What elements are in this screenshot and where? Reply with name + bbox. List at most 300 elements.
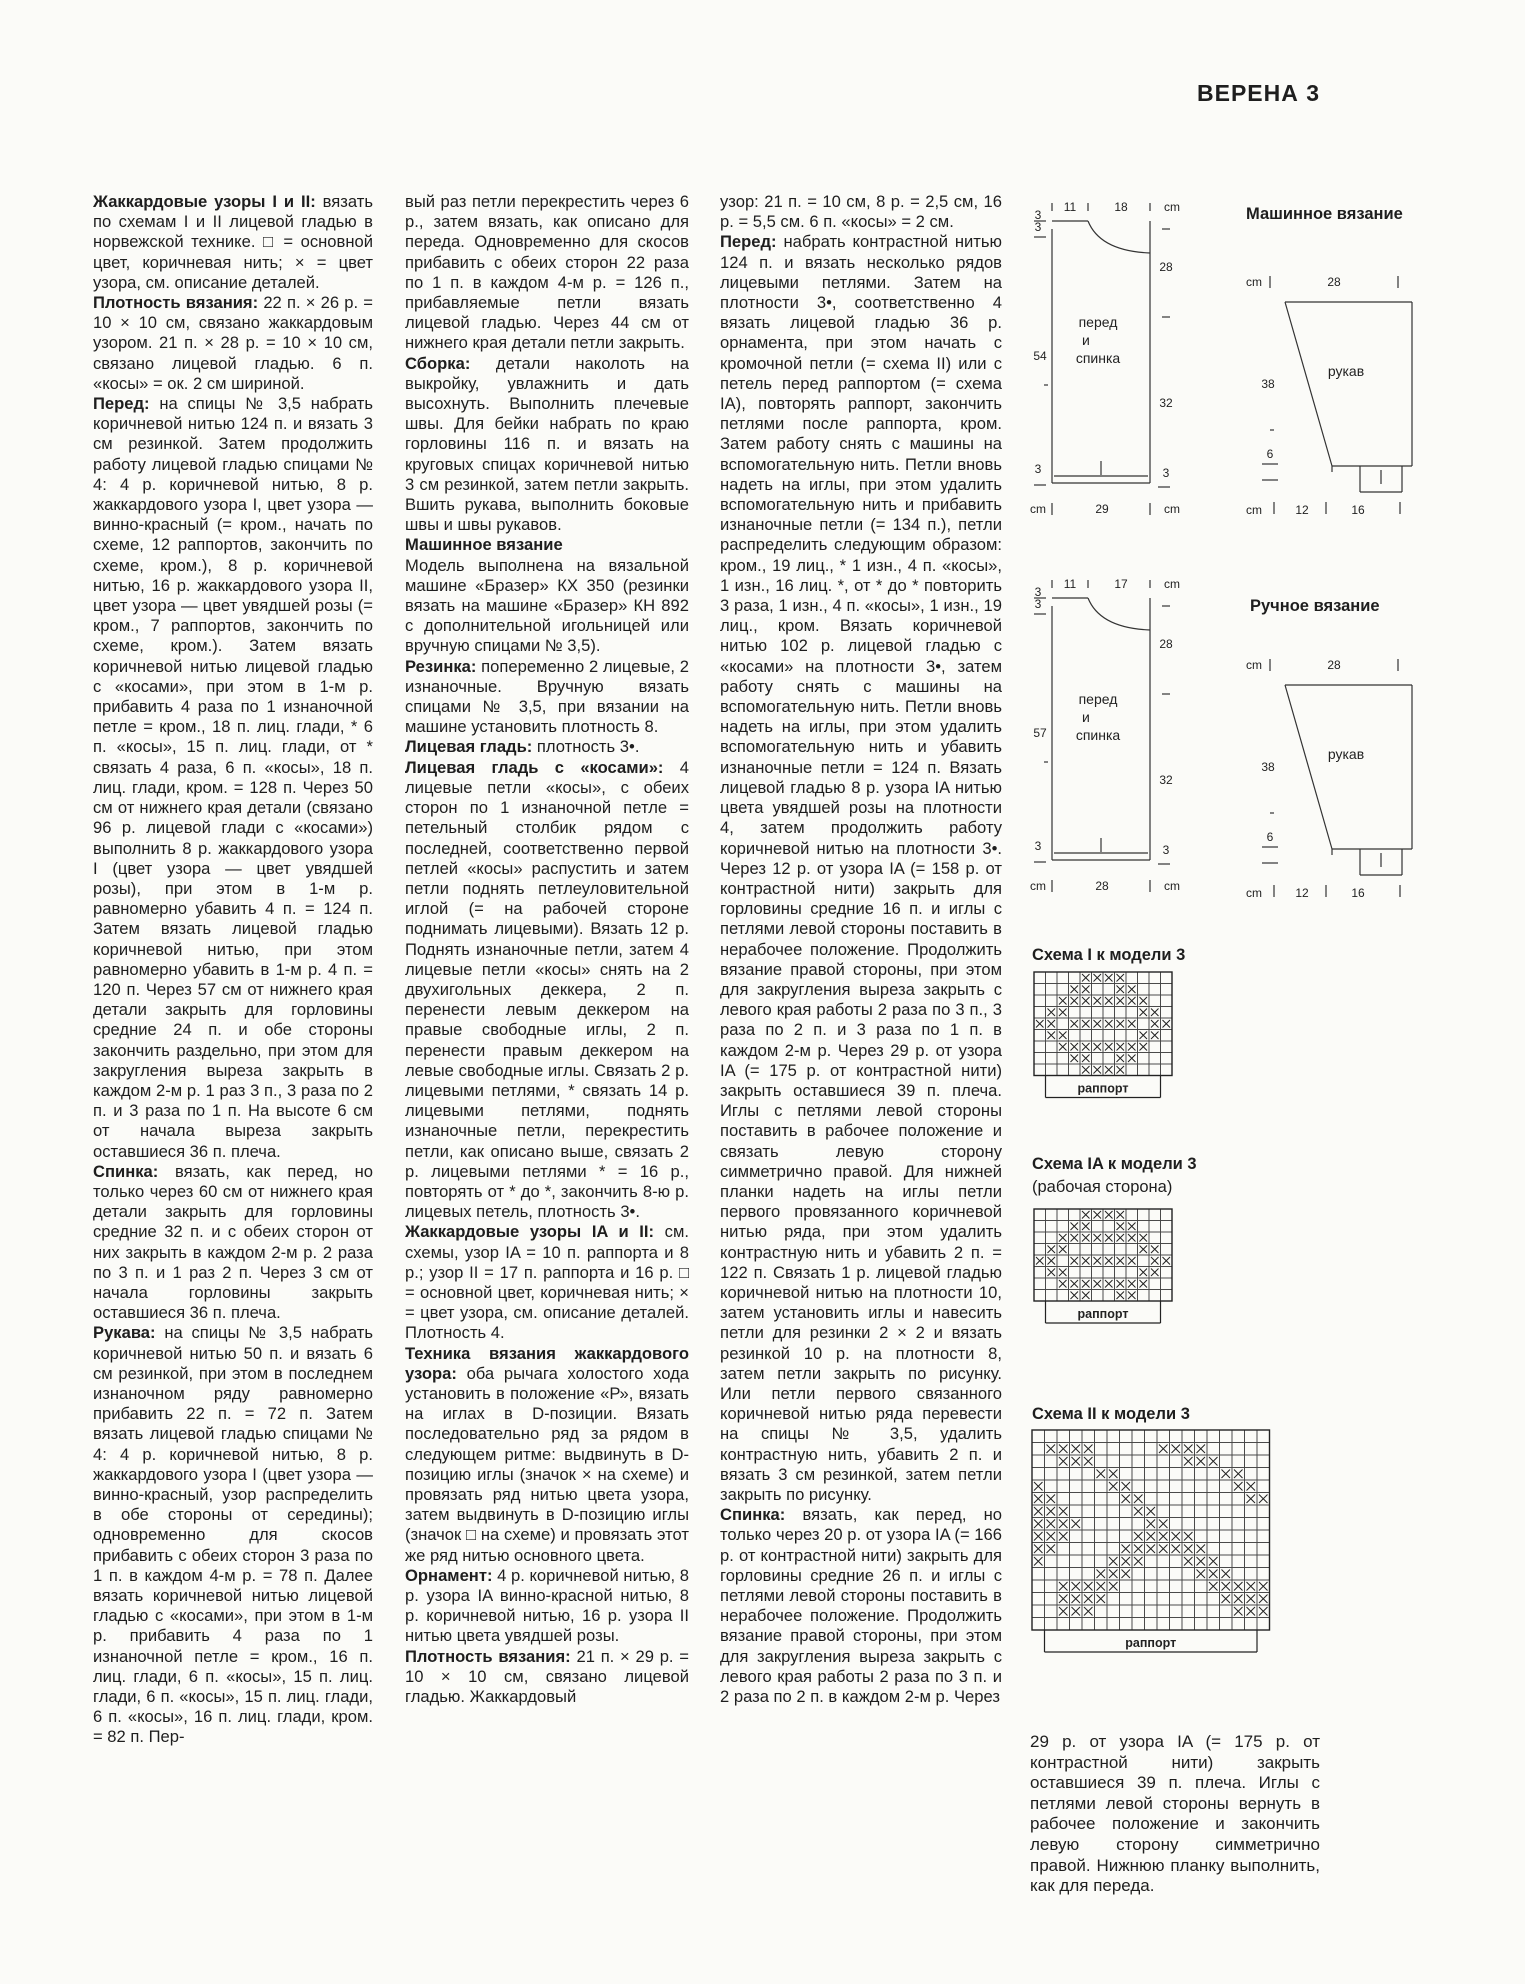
grid-cell xyxy=(1207,1605,1220,1618)
pattern-cross xyxy=(1105,1211,1113,1219)
grid-cell xyxy=(1034,1267,1046,1279)
pattern-cross xyxy=(1034,1532,1043,1541)
grid-cell xyxy=(1120,1618,1133,1631)
grid-cell xyxy=(1232,1618,1245,1631)
grid-cell xyxy=(1182,1568,1195,1581)
grid-cell xyxy=(1157,1580,1170,1593)
grid-cell xyxy=(1232,1543,1245,1556)
pattern-cross xyxy=(1197,1545,1206,1554)
paragraph-text: плотность 3•. xyxy=(532,737,640,757)
grid-cell xyxy=(1034,1232,1046,1244)
grid-cell xyxy=(1220,1443,1233,1456)
grid-cell xyxy=(1145,1480,1158,1493)
dim-sleeve-bottom-2: 16 xyxy=(1351,503,1365,517)
grid-cell xyxy=(1232,1530,1245,1543)
grid-cell xyxy=(1257,1480,1270,1493)
grid-cell xyxy=(1170,1568,1183,1581)
grid-cell xyxy=(1145,1443,1158,1456)
grid-cell xyxy=(1034,1244,1046,1256)
text-column-1 xyxy=(93,192,373,1748)
pattern-cross xyxy=(1072,1445,1081,1454)
grid-cell xyxy=(1207,1593,1220,1606)
unit-label: cm xyxy=(1030,502,1046,516)
pattern-cross xyxy=(1059,1009,1067,1017)
grid-cell xyxy=(1046,1053,1058,1065)
grid-cell xyxy=(1157,1605,1170,1618)
grid-cell xyxy=(1207,1543,1220,1556)
grid-cell xyxy=(1195,1468,1208,1481)
grid-cell xyxy=(1182,1580,1195,1593)
grid-cell xyxy=(1120,1468,1133,1481)
grid-cell xyxy=(1095,1618,1108,1631)
paragraph xyxy=(720,1505,1002,1707)
grid-cell xyxy=(1207,1468,1220,1481)
grid-cell xyxy=(1207,1518,1220,1531)
pattern-cross xyxy=(1140,1043,1148,1051)
paragraph-text: оба рычага холостого хода установить в положение «Р», вязать на иглах в D-позиции. Вязать последовательно ряд за рядом в следующем ритме: выдвинуть в D-позицию иглы (значок × на схеме) и провязать ряд нитью цвета узора, затем выдвинуть в D-позицию иглы (значок □ на схеме) и провязать этот же ряд нитью основного цвета. xyxy=(405,1363,689,1565)
pattern-cross xyxy=(1094,997,1102,1005)
grid-cell xyxy=(1149,1064,1161,1076)
pattern-cross xyxy=(1082,1234,1090,1242)
pattern-cross xyxy=(1163,1257,1171,1265)
grid-cell xyxy=(1232,1430,1245,1443)
grid-cell xyxy=(1045,1430,1058,1443)
grid-cell xyxy=(1157,1618,1170,1631)
dim-right-rib: 3 xyxy=(1162,843,1170,857)
grid-cell xyxy=(1046,1221,1058,1233)
pattern-cross xyxy=(1184,1532,1193,1541)
pattern-cross xyxy=(1117,1066,1125,1074)
pattern-cross xyxy=(1072,1595,1081,1604)
grid-cell xyxy=(1107,1430,1120,1443)
grid-cell xyxy=(1195,1580,1208,1593)
pattern-cross xyxy=(1117,1211,1125,1219)
pattern-cross xyxy=(1151,1009,1159,1017)
grid-cell xyxy=(1095,1605,1108,1618)
pattern-cross xyxy=(1082,1020,1090,1028)
grid-cell xyxy=(1103,1290,1115,1302)
pattern-cross xyxy=(1082,1280,1090,1288)
grid-cell xyxy=(1145,1593,1158,1606)
grid-cell xyxy=(1057,1255,1069,1267)
grid-cell xyxy=(1095,1455,1108,1468)
pattern-cross xyxy=(1094,1211,1102,1219)
pattern-cross xyxy=(1084,1595,1093,1604)
paragraph-text: детали наколоть на выкройку, увлажнить и дать высохнуть. Выполнить плечевые швы. Для бейки набрать по краю горловины 116 п. и вязать на круговых спицах коричневой нитью 3 см резинкой, затем петли закрыть. Вшить рукава, выполнить боковые швы и швы рукавов. xyxy=(405,353,689,535)
grid-cell xyxy=(1045,1455,1058,1468)
unit-label: cm xyxy=(1164,879,1180,893)
grid-cell xyxy=(1257,1430,1270,1443)
paragraph-heading: Плотность вязания: xyxy=(93,293,259,313)
paragraph xyxy=(93,293,373,394)
pattern-cross xyxy=(1117,1043,1125,1051)
grid-cell xyxy=(1182,1505,1195,1518)
pattern-cross xyxy=(1134,1495,1143,1504)
paragraph xyxy=(720,192,1002,232)
grid-cell xyxy=(1070,1505,1083,1518)
grid-cell xyxy=(1161,1041,1173,1053)
unit-label: cm xyxy=(1164,577,1180,591)
schema-1-title: Схема I к модели 3 xyxy=(1032,946,1186,964)
grid-cell xyxy=(1070,1480,1083,1493)
grid-cell xyxy=(1120,1505,1133,1518)
grid-cell xyxy=(1245,1443,1258,1456)
grid-cell xyxy=(1157,1480,1170,1493)
pattern-cross xyxy=(1128,1043,1136,1051)
grid-cell xyxy=(1157,1505,1170,1518)
grid-cell xyxy=(1070,1430,1083,1443)
pattern-cross xyxy=(1151,1257,1159,1265)
dim-left-rib: 3 xyxy=(1034,462,1042,476)
grid-cell xyxy=(1057,1568,1070,1581)
grid-cell xyxy=(1220,1455,1233,1468)
grid-cell xyxy=(1082,1468,1095,1481)
paragraph-text: 21 п. × 29 р. = 10 × 10 см, связано лицевой гладью. Жаккардовый xyxy=(405,1646,689,1707)
pattern-cross xyxy=(1094,1280,1102,1288)
grid-cell xyxy=(1232,1505,1245,1518)
grid-cell xyxy=(1120,1580,1133,1593)
paragraph xyxy=(93,192,373,293)
grid-cell xyxy=(1082,1493,1095,1506)
paragraph-heading: Орнамент: xyxy=(405,1565,493,1585)
paragraph xyxy=(93,1162,373,1324)
pattern-cross xyxy=(1071,1055,1079,1063)
grid-cell xyxy=(1195,1493,1208,1506)
pattern-cross xyxy=(1097,1470,1106,1479)
grid-cell xyxy=(1126,972,1138,984)
machine-sleeve-pattern xyxy=(1240,270,1420,520)
grid-cell xyxy=(1207,1430,1220,1443)
body-label-2: и xyxy=(1082,709,1090,725)
pattern-cross xyxy=(1105,1066,1113,1074)
pattern-cross xyxy=(1071,1234,1079,1242)
paragraph-heading: Плотность вязания: xyxy=(405,1646,571,1666)
pattern-cross xyxy=(1140,1234,1148,1242)
grid-cell xyxy=(1220,1493,1233,1506)
dim-bottom: 29 xyxy=(1095,502,1109,516)
grid-cell xyxy=(1115,1267,1127,1279)
pattern-cross xyxy=(1184,1557,1193,1566)
paragraph-text: на спицы № 3,5 набрать коричневой нитью 124 п. и вязать 3 см резинкой. Затем продолжить работу лицевой гладью спицами № 4: 4 р. коричневой нитью, 8 р. жаккардового узора I, цвет узора — винно-красный (= кром., начать по схеме, 12 раппортов, закончить по схеме, кром.), 8 р. коричневой нитью, 16 р. жаккардового узора II, цвет узора — цвет увядшей розы (= кром., 7 раппортов, закончить по схеме, кром.). Затем вязать коричневой нитью лицевой гладью с «косами», при этом в 1-м р. прибавить 4 раза по 1 изнаночной петле = кром., 18 п. лиц. глади, * 6 п. «косы», 15 п. лиц. глади, от * связать 4 раза, 6 п. «косы», 18 п. лиц. глади, кром. = 128 п. Через 50 см от нижнего края детали (связано 96 р. лицевой глади с «косами») выполнить 8 р. жаккардового узора I (цвет узора — цвет увядшей розы), при этом в 1-м р. равномерно убавить 4 п. = 124 п. Затем вязать лицевой гладью коричневой нитью, при этом равномерно убавить в 1-м р. 4 п. = 120 п. Через 57 см от нижнего края детали закрыть для горловины средние 24 п. и обе стороны закончить раздельно, при этом для закругления выреза закрыть в каждом 2-м р. 1 раз 3 п., 3 раза по 2 п. и 3 раза по 1 п. На высоте 6 см от начала выреза закрыть оставшиеся 36 п. плеча. xyxy=(93,394,373,1161)
grid-cell xyxy=(1182,1468,1195,1481)
dim-right-side: 32 xyxy=(1159,396,1173,410)
grid-cell xyxy=(1157,1468,1170,1481)
grid-cell xyxy=(1092,1030,1104,1042)
grid-cell xyxy=(1149,972,1161,984)
dim-right-armhole: 28 xyxy=(1159,637,1173,651)
pattern-cross xyxy=(1172,1545,1181,1554)
grid-cell xyxy=(1034,1053,1046,1065)
pattern-cross xyxy=(1105,1043,1113,1051)
pattern-cross xyxy=(1184,1445,1193,1454)
grid-cell xyxy=(1170,1605,1183,1618)
pattern-cross xyxy=(1084,1457,1093,1466)
grid-cell xyxy=(1046,984,1058,996)
pattern-cross xyxy=(1234,1607,1243,1616)
grid-cell xyxy=(1092,1244,1104,1256)
grid-cell xyxy=(1195,1618,1208,1631)
grid-cell xyxy=(1257,1618,1270,1631)
pattern-cross xyxy=(1222,1470,1231,1479)
grid-cell xyxy=(1245,1530,1258,1543)
dim-top-shoulder: 17 xyxy=(1114,577,1128,591)
grid-cell xyxy=(1034,984,1046,996)
pattern-cross xyxy=(1105,974,1113,982)
pattern-cross xyxy=(1117,1292,1125,1300)
pattern-cross xyxy=(1034,1507,1043,1516)
grid-cell xyxy=(1138,1255,1150,1267)
grid-cell xyxy=(1257,1443,1270,1456)
grid-cell xyxy=(1182,1605,1195,1618)
pattern-cross xyxy=(1140,1009,1148,1017)
paragraph-text: узор: 21 п. = 10 см, 8 р. = 2,5 см, 16 р. = 5,5 см. 6 п. «косы» = 2 см. xyxy=(720,192,1002,232)
grid-cell xyxy=(1107,1493,1120,1506)
paragraph-text: попеременно 2 лицевые, 2 изнаночные. Вручную вязать спицами № 3,5, при вязании на машине установить плотность 8. xyxy=(405,656,689,737)
grid-cell xyxy=(1149,1221,1161,1233)
grid-cell xyxy=(1138,972,1150,984)
pattern-cross xyxy=(1094,1234,1102,1242)
grid-cell xyxy=(1145,1580,1158,1593)
dim-sleeve-bottom-1: 12 xyxy=(1295,503,1309,517)
paragraph-text: вязать по схемам I и II лицевой гладью в норвежской технике. □ = основной цвет, коричневая нить; × = цвет узора, см. описание деталей. xyxy=(93,192,373,292)
grid-cell xyxy=(1126,1007,1138,1019)
paragraph xyxy=(405,737,689,757)
grid-cell xyxy=(1170,1555,1183,1568)
pattern-cross xyxy=(1122,1545,1131,1554)
paragraph-text: набрать контрастной нитью 124 п. и вязать несколько рядов лицевыми петлями. Затем на плотности 3•, соответственно 4 вязать лицевой гладью 36 р. орнамента, при этом начать с кромочной петли (= схема II) или с петель перед раппортом (= схема IA), повторять раппорт, закончить петлями после раппорта, кром. Затем работу снять с машины на вспомогательную нить. Петли вновь надеть на иглы, при этом удалить вспомогательную нить и прибавить изнаночные петли (= 134 п.), петли распределить следующим образом: кром., 19 лиц., * 1 изн., 4 п. «косы», 1 изн., 16 лиц. *, от * до * повторить 3 раза, 1 изн., 4 п. «косы», 1 изн., 19 лиц., кром. Вязать коричневой нитью 102 р. лицевой гладью с «косами» на плотности 3•, затем работу снять с машины на вспомогательную нить. Петли вновь надеть на иглы, при этом удалить вспомогательную нить и убавить изнаночные петли = 124 п. Вязать лицевой гладью 8 р. узора IA нитью цвета увядшей розы на плотности 4, затем продолжить работу коричневой нитью на плотности 3•. Через 12 р. от узора IA (= 158 р. от контрастной нити) закрыть для горловины средние 16 п. и иглы с петлями левой стороны поставить в нерабочее положение. Продолжить вязание правой стороны, при этом для закругления выреза закрыть с левого края работы 2 раза по 3 п., 3 раза по 2 п. и 3 раза по 1 п. в каждом 2-м р. Через 29 р. от узора IA (= 175 р. от контрастной нити) закрыть оставшиеся 39 п. плеча. Иглы с петлями левой стороны поставить в рабочее положение и связать левую сторону симметрично правой. Для нижней планки надеть на иглы петли первого провязанного коричневой нитью ряда, при этом удалить контрастную нить и убавить 2 п. = 122 п. Связать 1 р. лицевой гладью коричневой нитью на плотности 10, затем установить иглы и навесить петли для резинки 2 × 2 и вязать резинкой 10 р. на плотности 8, затем петли закрыть по рисунку. Или петли первого связанного коричневой нитью ряда перевести на спицы № 3,5, удалить контрастную нить, убавить 2 п. и вязать 3 см резинкой, затем петли закрыть по рисунку. xyxy=(720,232,1002,1504)
grid-cell xyxy=(1092,1221,1104,1233)
grid-cell xyxy=(1220,1518,1233,1531)
dim-left-1: 3 xyxy=(1034,208,1042,222)
grid-cell xyxy=(1080,1030,1092,1042)
schema-1a-chart xyxy=(1032,1207,1212,1357)
grid-cell xyxy=(1070,1555,1083,1568)
pattern-cross xyxy=(1036,1020,1044,1028)
grid-cell xyxy=(1207,1505,1220,1518)
grid-cell xyxy=(1034,1030,1046,1042)
grid-cell xyxy=(1069,1267,1081,1279)
grid-cell xyxy=(1057,1480,1070,1493)
paragraph-text: Модель выполнена на вязальной машине «Бразер» КХ 350 (резинки вязать на машине «Бразер» КН 892 с дополнительной игольницей или вручную спицами № 3,5). xyxy=(405,555,689,656)
grid-cell xyxy=(1107,1530,1120,1543)
dim-top-neck: 11 xyxy=(1063,577,1077,591)
grid-cell xyxy=(1070,1530,1083,1543)
pattern-cross xyxy=(1059,1246,1067,1254)
pattern-cross xyxy=(1234,1482,1243,1491)
grid-cell xyxy=(1057,1064,1069,1076)
pattern-cross xyxy=(1197,1457,1206,1466)
grid-cell xyxy=(1182,1480,1195,1493)
pattern-cross xyxy=(1059,1269,1067,1277)
grid-cell xyxy=(1057,972,1069,984)
grid-cell xyxy=(1045,1555,1058,1568)
grid-cell xyxy=(1095,1430,1108,1443)
grid-cell xyxy=(1092,1007,1104,1019)
grid-cell xyxy=(1245,1430,1258,1443)
grid-cell xyxy=(1245,1543,1258,1556)
pattern-cross xyxy=(1259,1607,1268,1616)
grid-cell xyxy=(1132,1518,1145,1531)
dim-left-height: 54 xyxy=(1033,349,1047,363)
paragraph xyxy=(405,1566,689,1647)
pattern-cross xyxy=(1082,1043,1090,1051)
pattern-cross xyxy=(1209,1457,1218,1466)
grid-cell xyxy=(1103,1244,1115,1256)
paragraph-text: 29 р. от узора IA (= 175 р. от контрастной нити) закрыть оставшиеся 39 п. плеча. Иглы с петлями левой стороны вернуть в рабочее положение и закончить левую сторону симметрично правой. Нижнюю планку выполнить, как для переда. xyxy=(1030,1732,1320,1896)
pattern-cross xyxy=(1140,1280,1148,1288)
pattern-cross xyxy=(1047,1495,1056,1504)
pattern-cross xyxy=(1082,997,1090,1005)
grid-cell xyxy=(1245,1468,1258,1481)
paragraph-text: 4 р. коричневой нитью, 8 р. узора IA винно-красной нитью, 8 р. коричневой нитью, 16 р. узора II нитью цвета увядшей розы. xyxy=(405,1565,689,1646)
grid-cell xyxy=(1120,1593,1133,1606)
pattern-cross xyxy=(1082,1066,1090,1074)
pattern-cross xyxy=(1094,1043,1102,1051)
dim-sleeve-top: 28 xyxy=(1327,658,1341,672)
pattern-cross xyxy=(1117,1223,1125,1231)
grid-cell xyxy=(1220,1505,1233,1518)
pattern-cross xyxy=(1059,1445,1068,1454)
pattern-cross xyxy=(1094,1066,1102,1074)
grid-cell xyxy=(1046,1209,1058,1221)
hand-knitting-heading: Ручное вязание xyxy=(1250,597,1380,615)
grid-cell xyxy=(1170,1505,1183,1518)
dim-sleeve-height: 38 xyxy=(1261,377,1275,391)
pattern-cross xyxy=(1122,1557,1131,1566)
grid-cell xyxy=(1034,995,1046,1007)
pattern-cross xyxy=(1209,1570,1218,1579)
grid-cell xyxy=(1107,1443,1120,1456)
pattern-cross xyxy=(1247,1607,1256,1616)
pattern-cross xyxy=(1134,1532,1143,1541)
schema-1-chart xyxy=(1032,970,1212,1120)
paragraph-heading: Резинка: xyxy=(405,656,477,676)
pattern-cross xyxy=(1082,986,1090,994)
paragraph-text: вый раз петли перекрестить через 6 р., затем вязать, как описано для переда. Одновременно для скосов прибавить с обеих сторон 22 раза по 1 п. в каждом 4-м р. = 126 п., прибавляемые петли вязать лицевой гладью. Через 44 см от нижнего края детали петли закрыть. xyxy=(405,192,689,353)
grid-cell xyxy=(1132,1618,1145,1631)
grid-cell xyxy=(1257,1468,1270,1481)
grid-cell xyxy=(1045,1593,1058,1606)
grid-cell xyxy=(1126,1030,1138,1042)
grid-cell xyxy=(1103,1030,1115,1042)
grid-cell xyxy=(1082,1555,1095,1568)
grid-cell xyxy=(1182,1493,1195,1506)
grid-cell xyxy=(1057,1430,1070,1443)
grid-cell xyxy=(1080,1267,1092,1279)
grid-cell xyxy=(1034,1064,1046,1076)
pattern-cross xyxy=(1048,1009,1056,1017)
grid-cell xyxy=(1195,1430,1208,1443)
grid-cell xyxy=(1070,1543,1083,1556)
paragraph-heading: Сборка: xyxy=(405,353,471,373)
pattern-cross xyxy=(1134,1507,1143,1516)
grid-cell xyxy=(1057,1209,1069,1221)
grid-cell xyxy=(1057,1555,1070,1568)
grid-cell xyxy=(1069,1030,1081,1042)
grid-cell xyxy=(1145,1455,1158,1468)
grid-cell xyxy=(1057,1290,1069,1302)
pattern-cross xyxy=(1105,1257,1113,1265)
grid-cell xyxy=(1220,1605,1233,1618)
grid-cell xyxy=(1182,1593,1195,1606)
grid-cell xyxy=(1170,1618,1183,1631)
pattern-cross xyxy=(1247,1482,1256,1491)
grid-cell xyxy=(1032,1468,1045,1481)
pattern-cross xyxy=(1222,1582,1231,1591)
grid-cell xyxy=(1132,1605,1145,1618)
grid-cell xyxy=(1107,1505,1120,1518)
grid-cell xyxy=(1220,1618,1233,1631)
dim-left-rib: 3 xyxy=(1034,839,1042,853)
grid-cell xyxy=(1145,1605,1158,1618)
grid-cell xyxy=(1045,1580,1058,1593)
grid-cell xyxy=(1120,1518,1133,1531)
pattern-cross xyxy=(1247,1495,1256,1504)
grid-cell xyxy=(1157,1493,1170,1506)
pattern-cross xyxy=(1034,1482,1043,1491)
grid-cell xyxy=(1161,1221,1173,1233)
grid-cell xyxy=(1132,1455,1145,1468)
grid-cell xyxy=(1103,1007,1115,1019)
neckline-curve xyxy=(1088,221,1150,253)
grid-cell xyxy=(1092,1290,1104,1302)
grid-cell xyxy=(1195,1605,1208,1618)
grid-cell xyxy=(1161,1209,1173,1221)
grid-cell xyxy=(1138,1221,1150,1233)
pattern-cross xyxy=(1184,1457,1193,1466)
grid-cell xyxy=(1057,1221,1069,1233)
grid-cell xyxy=(1170,1468,1183,1481)
grid-cell xyxy=(1070,1618,1083,1631)
pattern-cross xyxy=(1059,1532,1068,1541)
grid-cell xyxy=(1107,1593,1120,1606)
grid-cell xyxy=(1257,1455,1270,1468)
grid-cell xyxy=(1182,1618,1195,1631)
body-label-3: спинка xyxy=(1075,350,1121,366)
grid-cell xyxy=(1220,1543,1233,1556)
paragraph xyxy=(93,1323,373,1747)
dim-left-2: 3 xyxy=(1034,597,1042,611)
pattern-cross xyxy=(1209,1557,1218,1566)
paragraph xyxy=(405,556,689,657)
pattern-cross xyxy=(1059,1280,1067,1288)
pattern-cross xyxy=(1094,974,1102,982)
pattern-cross xyxy=(1128,986,1136,994)
pattern-cross xyxy=(1071,1020,1079,1028)
rapport-label: раппорт xyxy=(1077,1081,1129,1096)
grid-cell xyxy=(1257,1543,1270,1556)
grid-cell xyxy=(1138,1053,1150,1065)
grid-cell xyxy=(1082,1568,1095,1581)
grid-cell xyxy=(1145,1618,1158,1631)
pattern-cross xyxy=(1094,1020,1102,1028)
pattern-cross xyxy=(1071,1280,1079,1288)
pattern-cross xyxy=(1059,997,1067,1005)
body-label-1: перед xyxy=(1078,691,1118,707)
pattern-cross xyxy=(1128,1234,1136,1242)
pattern-cross xyxy=(1151,1269,1159,1277)
grid-cell xyxy=(1046,1278,1058,1290)
grid-cell xyxy=(1070,1493,1083,1506)
pattern-cross xyxy=(1151,1032,1159,1040)
pattern-cross xyxy=(1071,997,1079,1005)
grid-cell xyxy=(1245,1455,1258,1468)
grid-cell xyxy=(1157,1430,1170,1443)
pattern-cross xyxy=(1109,1557,1118,1566)
grid-cell xyxy=(1182,1430,1195,1443)
unit-label: cm xyxy=(1164,200,1180,214)
pattern-cross xyxy=(1117,1055,1125,1063)
